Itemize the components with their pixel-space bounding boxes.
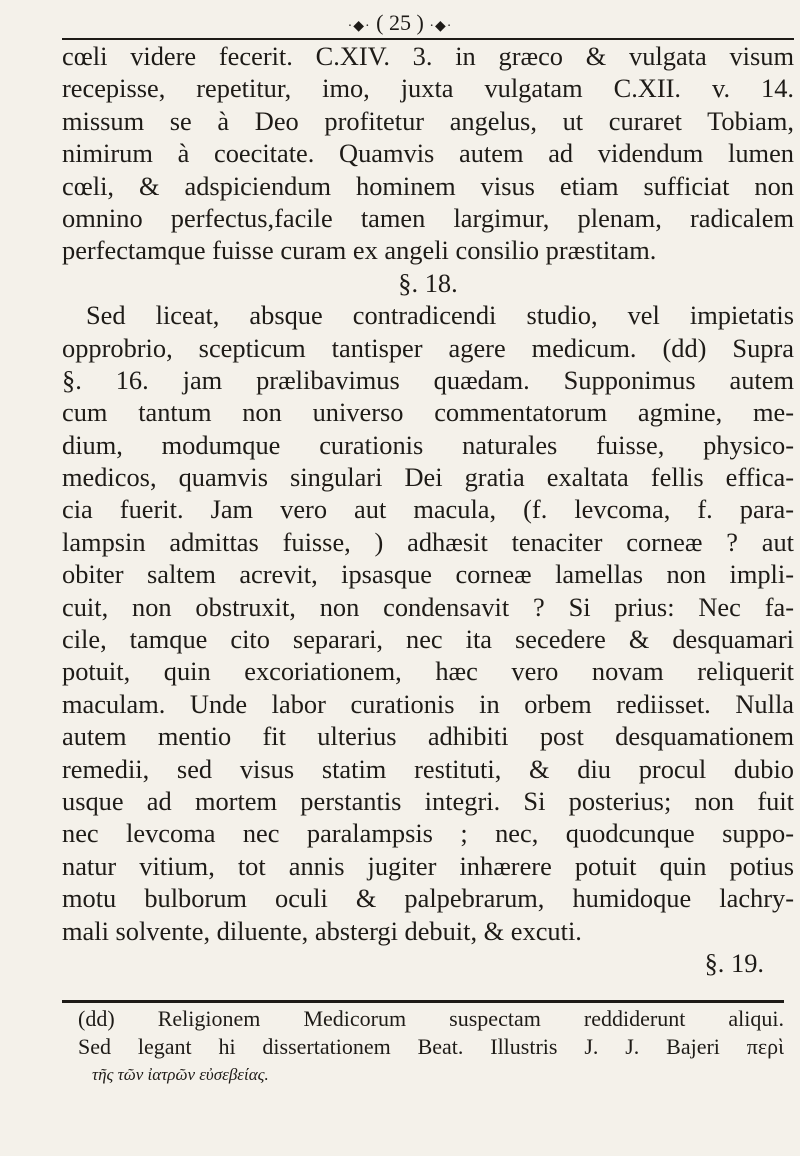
footnote-line: τῆς τῶν ἰατρῶν εὐσεβείας.: [92, 1065, 269, 1084]
text-line: mali solvente, diluente, abstergi debuit, & excuti.: [62, 915, 582, 946]
text-line: cia fuerit. Jam vero aut macula, (f. levcoma, f. para-: [62, 494, 794, 525]
footnote-line: (dd) Religionem Medicorum suspectam reddiderunt aliqui.: [78, 1006, 784, 1031]
text-line: potuit, quin excoriationem, hæc vero novam reliquerit: [62, 656, 794, 687]
text-line: perfectamque fuisse curam ex angeli consilio præstitam.: [62, 235, 657, 266]
text-line: medicos, quamvis singulari Dei gratia exaltata fellis effica-: [62, 462, 794, 493]
text-line: opprobrio, scepticum tantisper agere medicum. (dd) Supra: [62, 332, 794, 363]
text-line: nec levcoma nec paralampsis ; nec, quodcunque suppo-: [62, 818, 794, 849]
text-line: cuit, non obstruxit, non condensavit ? Si prius: Nec fa-: [62, 591, 794, 622]
text-line: natur vitium, tot annis jugiter inhærere potuit quin potius: [62, 850, 794, 881]
page-number: ( 25 ): [376, 10, 424, 35]
text-line: nimirum à coecitate. Quamvis autem ad videndum lumen: [62, 138, 794, 169]
text-line: cum tantum non universo commentatorum agmine, me-: [62, 397, 794, 428]
ornament-left: ·◆·: [347, 19, 371, 34]
text-line: Sed liceat, absque contradicendi studio, vel impietatis: [86, 300, 794, 331]
section-catchword: §. 19.: [704, 947, 764, 978]
ornament-right: ·◆·: [429, 19, 453, 34]
text-line: cœli videre fecerit. C.XIV. 3. in græco & vulgata visum: [62, 41, 794, 71]
main-text: [62, 40, 794, 979]
text-line: autem mentio fit ulterius adhibiti post desquamationem: [62, 721, 794, 752]
text-line: motu bulborum oculi & palpebrarum, humidoque lachry-: [62, 883, 794, 914]
text-line: omnino perfectus,facile tamen largimur, plenam, radicalem: [62, 202, 794, 233]
text-line: maculam. Unde labor curationis in orbem rediisset. Nulla: [62, 688, 794, 719]
text-line: obiter saltem acrevit, ipsasque corneæ lamellas non impli-: [62, 559, 794, 590]
footnote-line: Sed legant hi dissertationem Beat. Illustris J. J. Bajeri περὶ: [78, 1034, 784, 1059]
text-line: cœli, & adspiciendum hominem visus etiam sufficiat non: [62, 170, 794, 201]
text-line: remedii, sed visus statim restituti, & diu procul dubio: [62, 753, 794, 784]
text-line: §. 16. jam prælibavimus quædam. Supponimus autem: [62, 364, 794, 395]
text-line: dium, modumque curationis naturales fuisse, physico-: [62, 429, 794, 460]
footnote-rule: [62, 1000, 784, 1003]
text-line: recepisse, repetitur, imo, juxta vulgatam C.XII. v. 14.: [62, 73, 794, 104]
section-heading: §. 18.: [398, 267, 458, 298]
text-line: usque ad mortem perstantis integri. Si posterius; non fuit: [62, 785, 794, 816]
page-header: [0, 10, 800, 36]
text-line: missum se à Deo profitetur angelus, ut curaret Tobiam,: [62, 105, 794, 136]
text-line: cile, tamque cito separari, nec ita secedere & desquamari: [62, 624, 794, 655]
text-line: lampsin admittas fuisse, ) adhæsit tenaciter corneæ ? aut: [62, 526, 794, 557]
footnotes: [78, 1005, 784, 1089]
